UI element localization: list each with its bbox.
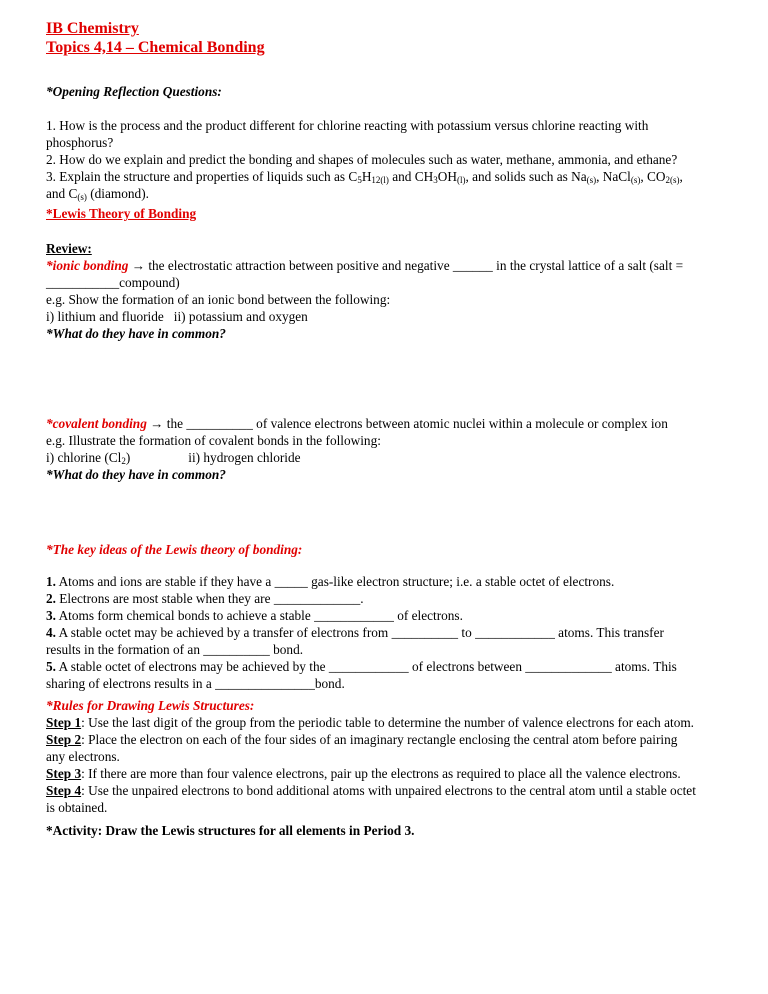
rule-step-4: Step 4: Use the unpaired electrons to bond additional atoms with unpaired electrons to the central atom until a stable octet <box>46 783 696 798</box>
covalent-example: e.g. Illustrate the formation of covalent bonds in the following: <box>46 433 381 448</box>
review-label: Review: <box>46 241 92 256</box>
arrow-icon: → <box>131 258 146 273</box>
rule-step-3: Step 3: If there are more than four valence electrons, pair up the electrons as required to place all the valence electrons. <box>46 766 681 781</box>
opening-questions <box>46 117 732 202</box>
ionic-items: i) lithium and fluoride ii) potassium and oxygen <box>46 309 308 324</box>
rule-step-2: Step 2: Place the electron on each of the four sides of an imaginary rectangle enclosing the central atom before pairing <box>46 732 678 747</box>
rules-heading: *Rules for Drawing Lewis Structures: <box>46 698 255 713</box>
key-idea-3: 3. Atoms form chemical bonds to achieve a stable ____________ of electrons. <box>46 608 463 623</box>
covalent-definition: *covalent bonding → the __________ of valence electrons between atomic nuclei within a molecule or complex ion <box>46 416 668 431</box>
title-line-1: IB Chemistry <box>46 20 139 37</box>
question-3-line1: 3. Explain the structure and properties of liquids such as $C_5H_{12(l)}$ and $CH_3OH_{(l)}$, and solids such as $Na_{(s)}$, NaCl$_{(s)}$, $CO_{2(s)}$, <box>46 169 683 185</box>
rule-step-2-cont: any electrons. <box>46 749 120 764</box>
key-idea-5-cont: sharing of electrons results in a _______________bond. <box>46 676 345 691</box>
key-idea-5: 5. A stable octet of electrons may be achieved by the ____________ of electrons between _____________ atoms. This <box>46 659 677 674</box>
title-line-2: Topics 4,14 – Chemical Bonding <box>46 39 265 56</box>
rule-step-4-cont: is obtained. <box>46 800 108 815</box>
question-3-line2: and $C_{(s)}$ (diamond). <box>46 186 149 202</box>
key-ideas-list <box>46 573 732 692</box>
opening-heading: *Opening Reflection Questions: <box>46 84 222 99</box>
ionic-common-question: *What do they have in common? <box>46 326 226 341</box>
ionic-example: e.g. Show the formation of an ionic bond between the following: <box>46 292 391 307</box>
arrow-icon: → <box>150 416 164 431</box>
key-idea-4-cont: results in the formation of an __________ bond. <box>46 642 304 657</box>
key-ideas-heading: *The key ideas of the Lewis theory of bonding: <box>46 542 303 557</box>
question-1b: phosphorus? <box>46 135 114 150</box>
lewis-heading: *Lewis Theory of Bonding <box>46 206 197 221</box>
rule-step-1: Step 1: Use the last digit of the group from the periodic table to determine the number of valence electrons for each atom. <box>46 715 695 730</box>
key-idea-2: 2. Electrons are most stable when they are _____________. <box>46 591 364 606</box>
covalent-section <box>46 415 732 483</box>
ionic-definition: *ionic bonding → the electrostatic attraction between positive and negative ______ in the crystal lattice of a salt (salt = <box>46 258 684 273</box>
key-idea-4: 4. A stable octet may be achieved by a transfer of electrons from __________ to ____________ atoms. This transfer <box>46 625 664 640</box>
question-1a: 1. How is the process and the product different for chlorine reacting with potassium versus chlorine reacting with <box>46 118 649 133</box>
question-2: 2. How do we explain and predict the bonding and shapes of molecules such as water, methane, ammonia, and ethane? <box>46 152 678 167</box>
covalent-items: i) chlorine $(Cl_2)$ ii) hydrogen chloride <box>46 450 301 466</box>
rules-section <box>46 697 732 816</box>
ionic-definition-2: ___________compound) <box>46 275 180 290</box>
key-idea-1: 1. Atoms and ions are stable if they have a _____ gas-like electron structure; i.e. a stable octet of electrons. <box>46 574 615 589</box>
ionic-section <box>46 240 732 342</box>
covalent-common-question: *What do they have in common? <box>46 467 226 482</box>
activity-prompt: *Activity: Draw the Lewis structures for all elements in Period 3. <box>46 823 415 838</box>
document-title <box>46 19 732 57</box>
